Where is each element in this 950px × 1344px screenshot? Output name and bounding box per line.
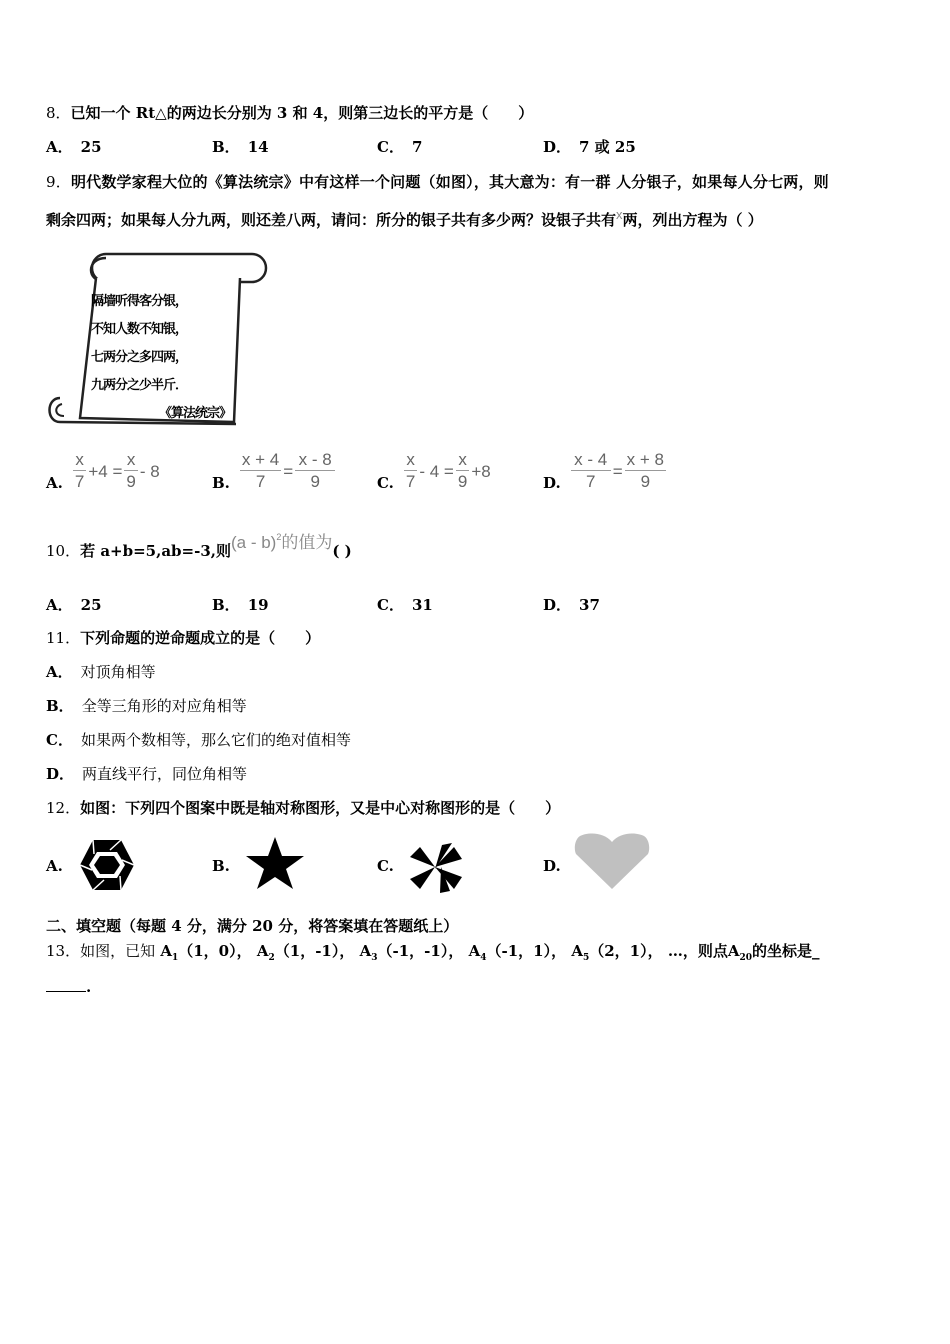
q9-option-c: C. $\frac{x}{7}$ - 4 = $\frac{x}{9}$ +8 <box>377 450 491 492</box>
question-text: 如图：下列四个图案中既是轴对称图形，又是中心对称图形的是（ ） <box>80 799 561 817</box>
question-number: 9． <box>46 173 71 191</box>
point-a4: $A_4(-1$，1）， <box>468 942 567 963</box>
question-12 <box>46 797 560 818</box>
target-point: A <box>727 942 740 960</box>
scroll-text <box>91 288 231 428</box>
point-a2: $A_2(1$，-1）， <box>256 942 355 963</box>
scroll-line: 九两分之少半斤． <box>91 378 188 393</box>
option-label: D． <box>46 765 75 783</box>
option-label: D． <box>543 138 572 156</box>
scroll-line: 不知人数不知银， <box>91 322 188 337</box>
question-text: 剩余四两；如果每人分九两，则还差八两，请问：所分的银子共有多少两？设银子共有 <box>46 211 617 229</box>
question-text: 若 a+b=5,ab=-3,则 <box>80 542 231 560</box>
scroll-line: 隔墙听得客分银， <box>91 294 188 309</box>
option-label: C． <box>46 731 73 749</box>
option-label: B. <box>212 857 230 875</box>
point-a3: $A_3(-1$，-1）， <box>359 942 464 963</box>
q9-option-d: D. $\frac{x - 4}{7}$ = $\frac{x + 8}{9}$ <box>543 450 664 492</box>
question-9-line2 <box>46 207 763 230</box>
fraction: $\frac{x}{7}$ <box>405 450 416 491</box>
question-13 <box>46 940 820 963</box>
question-8 <box>46 102 533 123</box>
fraction: $\frac{x}{7}$ <box>74 450 85 491</box>
question-number: 13． <box>46 942 81 960</box>
star-icon <box>244 836 306 894</box>
question-number: 8． <box>46 104 71 122</box>
q12-option-a <box>46 857 63 875</box>
option-text: 全等三角形的对应角相等 <box>81 697 247 715</box>
question-text: 的坐标是_ <box>752 942 820 960</box>
option-text: 7 或 25 <box>579 138 636 156</box>
option-label: C. <box>377 473 394 492</box>
option-label: B. <box>212 473 230 492</box>
option-label: A. <box>46 857 63 875</box>
answer-paren: ( ) <box>332 542 352 560</box>
option-label: C. <box>377 857 394 875</box>
fraction: $\frac{x + 4}{7}$ <box>241 450 280 491</box>
q10-option-a <box>46 594 102 615</box>
q10-option-b <box>212 594 269 615</box>
q10-option-c <box>377 594 433 615</box>
question-9-line1 <box>46 171 829 192</box>
question-text: 明代数学家程大位的《算法统宗》中有这样一个问题（如图），其大意为：有一群 人分银子，如果每人分七两，则 <box>70 173 829 191</box>
question-text: …，则点 <box>667 942 728 960</box>
hexagon-pattern-icon <box>78 838 136 896</box>
q8-option-d <box>543 136 636 157</box>
q11-option-d <box>46 763 247 784</box>
fraction: $\frac{x + 8}{9}$ <box>626 450 664 491</box>
option-label: D. <box>543 473 561 492</box>
heart-icon <box>574 832 650 894</box>
q8-option-c <box>377 136 422 157</box>
option-label: D． <box>543 596 572 614</box>
option-label: C． <box>377 138 404 156</box>
option-label: A． <box>46 663 73 681</box>
fraction: $\frac{x}{9}$ <box>126 450 136 491</box>
q12-option-c <box>377 857 394 875</box>
option-label: D. <box>543 857 561 875</box>
question-11 <box>46 627 320 648</box>
question-10 <box>46 532 352 561</box>
q9-option-a: A. $\frac{x}{7}$ +4 = $\frac{x}{9}$ - 8 <box>46 450 160 492</box>
exponent: 2 <box>276 532 282 542</box>
point-a5: $A_5(2$，1）， <box>571 942 663 963</box>
fraction: $\frac{x - 8}{9}$ <box>295 450 335 493</box>
variable-x: x <box>616 207 623 222</box>
fraction: $\frac{x - 4}{7}$ <box>571 450 611 493</box>
target-subscript: 20 <box>739 953 753 963</box>
question-text: 已知一个 Rt△的两边长分别为 3 和 4，则第三边长的平方是（ ） <box>70 104 534 122</box>
q12-option-b <box>212 857 230 875</box>
pinwheel-icon <box>408 841 464 897</box>
blank-line <box>46 991 86 992</box>
option-label: B． <box>212 138 240 156</box>
option-label: A. <box>46 473 63 492</box>
q8-option-b <box>212 136 269 157</box>
option-text: 7 <box>411 138 423 156</box>
q11-option-a <box>46 661 156 682</box>
option-label: B． <box>46 697 74 715</box>
question-text: 两，列出方程为（ ） <box>622 211 763 229</box>
period: . <box>86 978 92 996</box>
option-label: C． <box>377 596 404 614</box>
math-expression: 的值为 <box>281 533 333 552</box>
option-text: 如果两个数相等，那么它们的绝对值相等 <box>80 731 351 749</box>
q11-option-b <box>46 695 247 716</box>
question-number: 12． <box>46 799 81 817</box>
q10-option-d <box>543 594 600 615</box>
option-label: A． <box>46 138 73 156</box>
option-text: 25 <box>80 138 102 156</box>
option-text: 对顶角相等 <box>80 663 156 681</box>
q12-option-d <box>543 857 561 875</box>
q11-option-c <box>46 729 351 750</box>
scroll-source: 《算法统宗》 <box>159 406 232 421</box>
option-text: 14 <box>247 138 269 156</box>
question-number: 11． <box>46 629 81 647</box>
scroll-line: 七两分之多四两， <box>91 350 188 365</box>
option-text: 两直线平行，同位角相等 <box>82 765 248 783</box>
point-a1: $A_1(1$，0）， <box>160 942 252 963</box>
question-number: 10． <box>46 542 81 560</box>
fraction: $\frac{x}{9}$ <box>457 450 468 491</box>
q8-option-a <box>46 136 102 157</box>
answer-blank[interactable] <box>46 978 91 996</box>
option-text: 19 <box>247 596 269 614</box>
q9-option-b: B. $\frac{x + 4}{7}$ = $\frac{x - 8}{9}$ <box>212 450 335 493</box>
question-text: 如图，已知 <box>80 942 156 960</box>
question-text: 下列命题的逆命题成立的是（ ） <box>80 629 321 647</box>
option-label: A． <box>46 596 73 614</box>
option-label: B． <box>212 596 240 614</box>
math-expression: (a - b) <box>230 533 277 552</box>
option-text: 37 <box>579 596 600 614</box>
scroll-illustration <box>46 248 271 430</box>
option-text: 25 <box>80 596 102 614</box>
section-heading: 二、填空题（每题 4 分，满分 20 分，将答案填在答题纸上） <box>46 917 459 935</box>
option-text: 31 <box>411 596 433 614</box>
